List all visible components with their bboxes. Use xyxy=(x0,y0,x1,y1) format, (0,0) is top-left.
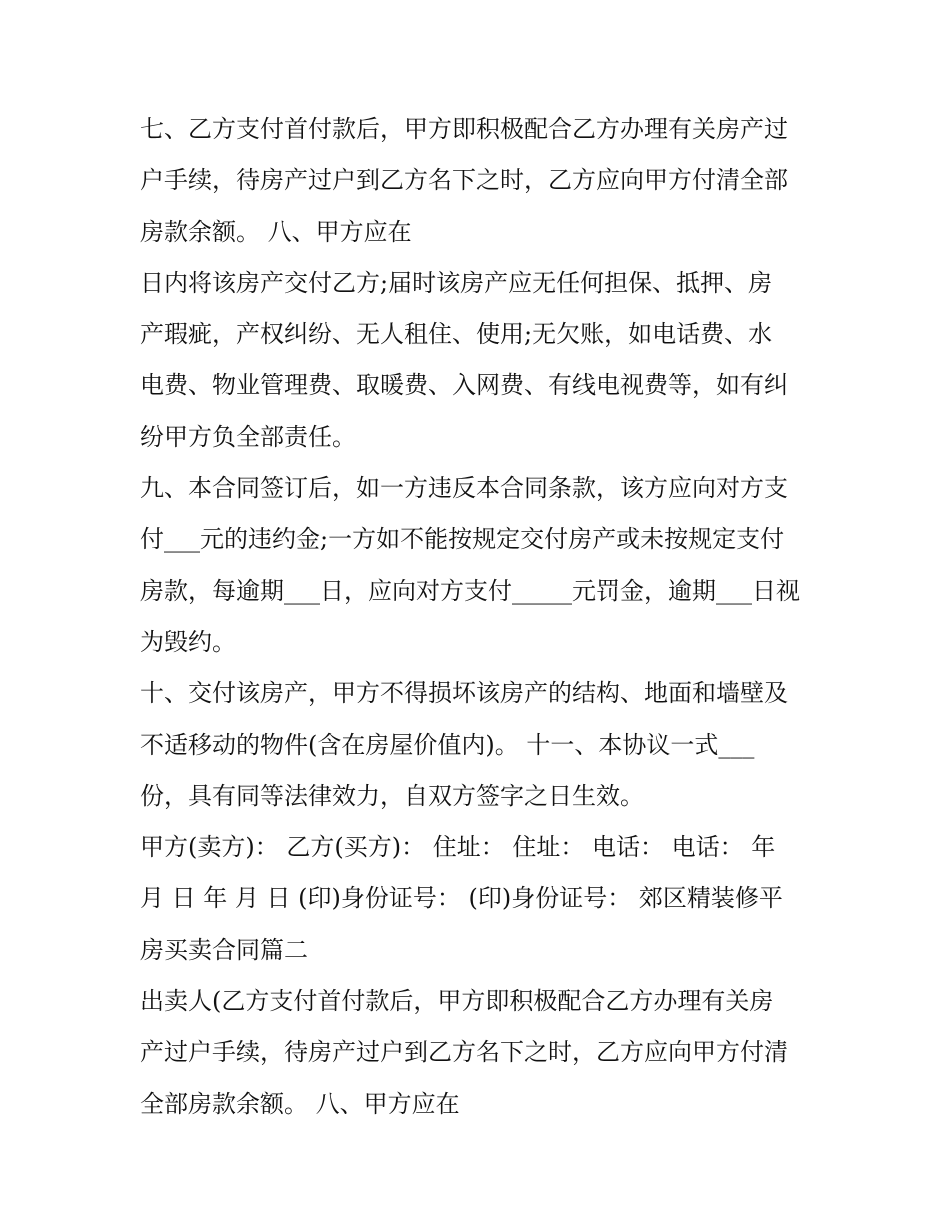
text-line: 产瑕疵，产权纠纷、无人租住、使用;无欠账，如电话费、水 xyxy=(140,320,773,349)
text-line: 房款余额。 八、甲方应在 xyxy=(140,217,412,246)
text-line: 纷甲方负全部责任。 xyxy=(140,422,356,451)
text-line: 份，具有同等法律效力，自双方签字之日生效。 xyxy=(140,781,644,810)
text-line: 出卖人(乙方支付首付款后，甲方即积极配合乙方办理有关房 xyxy=(140,987,774,1016)
text-line: 为毁约。 xyxy=(140,627,236,656)
text-line: 不适移动的物件(含在房屋价值内)。 十一、本协议一式___ xyxy=(140,730,755,759)
text-line: 房款，每逾期___日，应向对方支付_____元罚金，逾期___日视 xyxy=(140,576,800,605)
text-line: 月 日 年 月 日 (印)身份证号： (印)身份证号： 郊区精装修平 xyxy=(140,884,783,913)
text-line: 产过户手续，待房产过户到乙方名下之时，乙方应向甲方付清 xyxy=(140,1038,788,1067)
text-line: 户手续，待房产过户到乙方名下之时，乙方应向甲方付清全部 xyxy=(140,166,788,195)
text-line: 甲方(卖方)： 乙方(买方)： 住址： 住址： 电话： 电话： 年 xyxy=(140,833,776,862)
text-line: 日内将该房产交付乙方;届时该房产应无任何担保、抵押、房 xyxy=(140,268,773,297)
section-heading: 房买卖合同篇二 xyxy=(140,935,308,964)
text-line: 全部房款余额。 八、甲方应在 xyxy=(140,1089,460,1118)
text-line: 电费、物业管理费、取暖费、入网费、有线电视费等，如有纠 xyxy=(140,371,788,400)
text-line: 付___元的违约金;一方如不能按规定交付房产或未按规定支付 xyxy=(140,525,785,554)
text-line: 十、交付该房产，甲方不得损坏该房产的结构、地面和墙壁及 xyxy=(140,679,788,708)
document-body xyxy=(140,104,830,1130)
text-line: 七、乙方支付首付款后，甲方即积极配合乙方办理有关房产过 xyxy=(140,115,788,143)
text-line: 九、本合同签订后，如一方违反本合同条款，该方应向对方支 xyxy=(140,474,788,503)
